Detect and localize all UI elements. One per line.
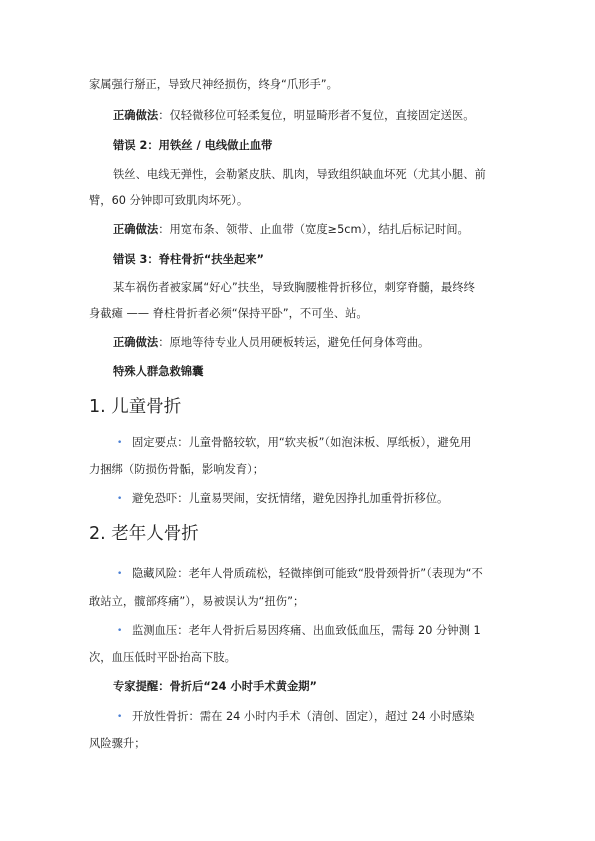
bullet-text: 监测血压：老年人骨折后易因疼痛、出血致低血压，需每 20 分钟测 1: [132, 624, 481, 637]
correct-method-text: ：用宽布条、领带、止血带（宽度≥5cm），结扎后标记时间。: [158, 223, 469, 236]
correct-method-text: ：仅轻微移位可轻柔复位，明显畸形者不复位，直接固定送医。: [158, 109, 475, 122]
bullet-text: 避免恐吓：儿童易哭闹，安抚情绪，避免因挣扎加重骨折移位。: [132, 492, 449, 505]
bullet-icon: •: [117, 626, 123, 636]
correct-method-label: 正确做法: [113, 336, 159, 349]
bullet-text-continued: 次，血压低时平卧抬高下肢。: [89, 651, 236, 664]
correct-method-line: [113, 335, 429, 351]
correct-method-text: ：原地等待专业人员用硬板转运，避免任何身体弯曲。: [158, 336, 430, 349]
paragraph-line: 臂，60 分钟即可致肌肉坏死）。: [89, 194, 249, 207]
bullet-text: 固定要点：儿童骨骼较软，用“软夹板”（如泡沫板、厚纸板），避免用: [132, 436, 472, 449]
bullet-icon: •: [117, 569, 123, 579]
section-heading: 特殊人群急救锦囊: [113, 365, 204, 378]
bullet-text-continued: 风险骤升；: [89, 737, 146, 750]
bullet-text: 隐藏风险：老年人骨质疏松，轻微摔倒可能致“股骨颈骨折”（表现为“不: [132, 567, 483, 580]
bullet-text-continued: 力捆绑（防损伤骨骺，影响发育）；: [89, 463, 265, 476]
correct-method-line: [113, 222, 469, 238]
paragraph-line: 某车祸伤者被家属“好心”扶坐，导致胸腰椎骨折移位，刺穿脊髓，最终终: [113, 281, 475, 294]
paragraph-line: 家属强行掰正，导致尺神经损伤，终身“爪形手”。: [89, 78, 338, 91]
subsection-heading: 2. 老年人骨折: [89, 524, 199, 544]
bullet-text: 开放性骨折：需在 24 小时内手术（清创、固定），超过 24 小时感染: [132, 710, 475, 723]
correct-method-label: 正确做法: [113, 223, 159, 236]
error-heading: 错误 2：用铁丝 / 电线做止血带: [113, 139, 273, 152]
expert-tip-heading: 专家提醒：骨折后“24 小时手术黄金期”: [113, 680, 317, 693]
correct-method-line: [113, 108, 475, 124]
paragraph-line: 铁丝、电线无弹性，会勒紧皮肤、肌肉，导致组织缺血坏死（尤其小腿、前: [113, 168, 486, 181]
subsection-heading: 1. 儿童骨折: [89, 397, 182, 417]
bullet-icon: •: [117, 438, 123, 448]
correct-method-label: 正确做法: [113, 109, 159, 122]
bullet-icon: •: [117, 494, 123, 504]
paragraph-line: 身截瘫 —— 脊柱骨折者必须“保持平卧”，不可坐、站。: [89, 307, 368, 320]
bullet-text-continued: 敢站立，髋部疼痛”），易被误认为“扭伤”；: [89, 595, 305, 608]
error-heading: 错误 3：脊柱骨折“扶坐起来”: [113, 253, 264, 266]
bullet-icon: •: [117, 712, 123, 722]
